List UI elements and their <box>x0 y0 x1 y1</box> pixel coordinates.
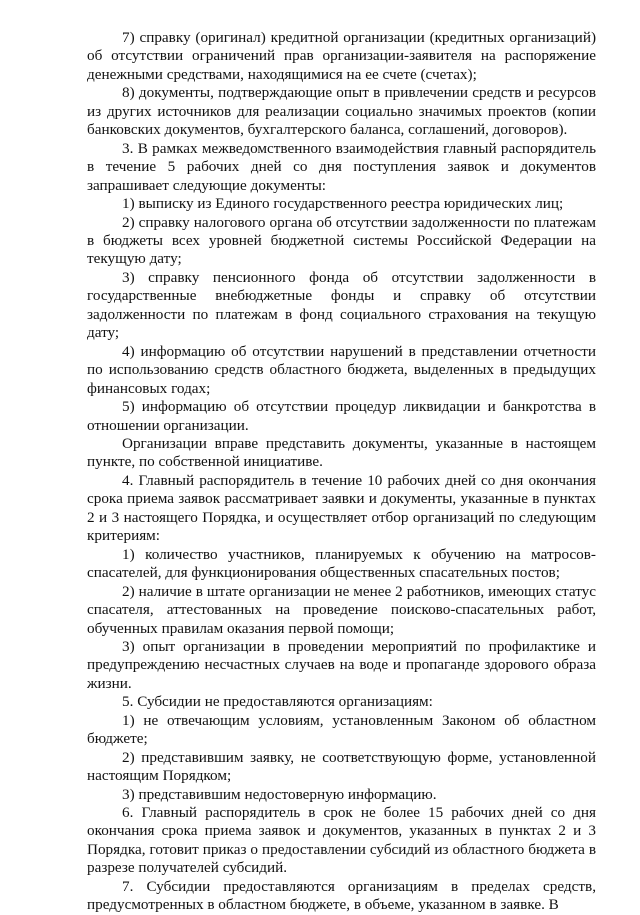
paragraph-5-2-form: 2) представившим заявку, не соответствующую форме, установленной настоящим Порядком; <box>87 748 596 785</box>
paragraph-3-3-pension-certificate: 3) справку пенсионного фонда об отсутствии задолженности в государственные внебюджетные фонды и справку об отсутствии задолженности по платежам в фонд социального страхования на текущую дату; <box>87 268 596 342</box>
paragraph-7-bank-certificate: 7) справку (оригинал) кредитной организации (кредитных организаций) об отсутствии ограничений прав организации-заявителя на распоряжение денежными средствами, находящимися на ее счете (счетах); <box>87 29 596 83</box>
paragraph-3-2-tax-certificate: 2) справку налогового органа об отсутствии задолженности по платежам в бюджеты всех уровней бюджетной системы Российской Федерации на текущую дату; <box>87 213 596 268</box>
paragraph-4-3-experience: 3) опыт организации в проведении мероприятий по профилактике и предупреждению несчастных случаев на воде и пропаганде здорового образа жизни. <box>87 637 596 692</box>
paragraph-4-1-participants: 1) количество участников, планируемых к обучению на матросов-спасателей, для функционирования общественных спасательных постов; <box>87 545 596 582</box>
paragraph-section-5: 5. Субсидии не предоставляются организациям: <box>122 693 433 711</box>
paragraph-5-1-conditions: 1) не отвечающим условиям, установленным Законом об областном бюджете; <box>87 711 596 748</box>
paragraph-3-5-liquidation-info: 5) информацию об отсутствии процедур ликвидации и банкротства в отношении организации. <box>87 398 596 434</box>
paragraph-section-7: 7. Субсидии предоставляются организациям в пределах средств, предусмотренных в областном бюджете, в объеме, указанном в заявке. В <box>87 877 596 914</box>
paragraph-5-3-unreliable-info: 3) представившим недостоверную информацию. <box>122 785 437 803</box>
paragraph-4-2-staff: 2) наличие в штате организации не менее 2 работников, имеющих статус спасателя, аттестованных на проведение поисково-спасательных работ, обученных правилам оказания первой помощи; <box>87 582 596 637</box>
paragraph-section-6: 6. Главный распорядитель в срок не более 15 рабочих дней со дня окончания срока приема заявок и документов, указанных в пунктах 2 и 3 Порядка, готовит приказ о предоставлении субсидий из областного бюджета в разрезе получателей субсидий. <box>87 804 596 877</box>
paragraph-section-3: 3. В рамках межведомственного взаимодействия главный распорядитель в течение 5 рабочих дней со дня поступления заявок и документов запрашивает следующие документы: <box>87 139 596 194</box>
paragraph-own-initiative: Организации вправе представить документы, указанные в настоящем пункте, по собственной инициативе. <box>87 434 596 471</box>
paragraph-3-1-registry-extract: 1) выписку из Единого государственного реестра юридических лиц; <box>122 195 564 213</box>
paragraph-3-4-reporting-info: 4) информацию об отсутствии нарушений в представлении отчетности по использованию средств областного бюджета, выделенных в предыдущих финансовых годах; <box>87 342 596 397</box>
paragraph-section-4: 4. Главный распорядитель в течение 10 рабочих дней со дня окончания срока приема заявок рассматривает заявки и документы, указанные в пунктах 2 и 3 настоящего Порядка, и осуществляет отбор организаций по следующим критериям: <box>87 471 596 545</box>
paragraph-8-experience-documents: 8) документы, подтверждающие опыт в привлечении средств и ресурсов из других источников для реализации социально значимых проектов (копии банковских документов, бухгалтерского баланса, соглашений, договоров). <box>87 84 596 139</box>
